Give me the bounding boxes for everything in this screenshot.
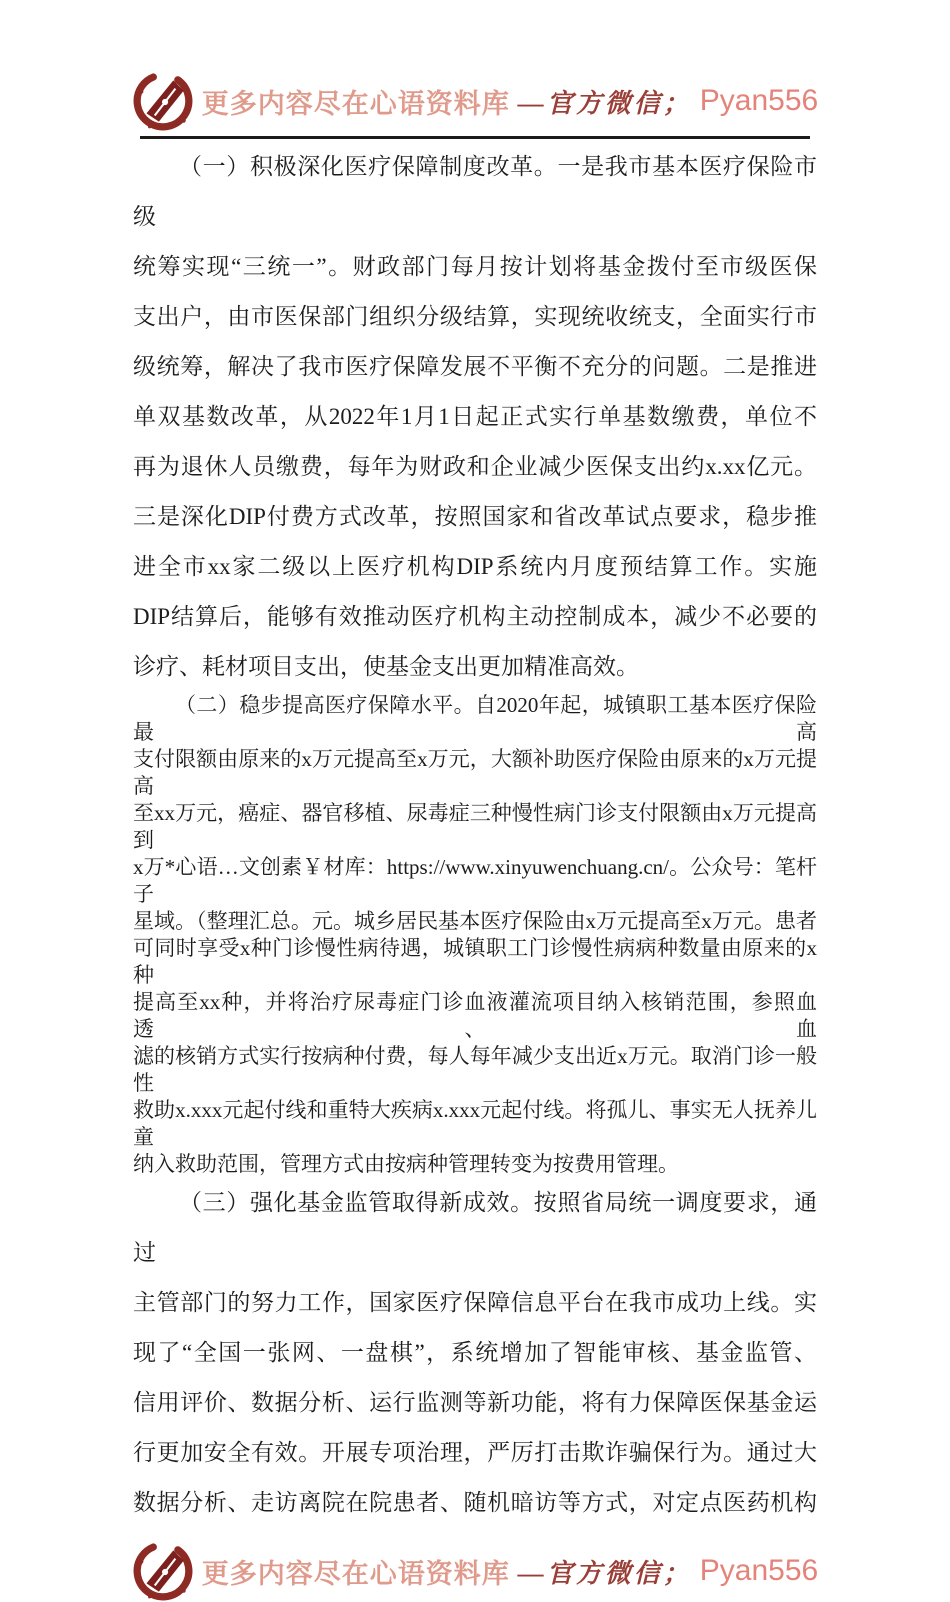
page-footer	[0, 1530, 950, 1602]
text-line: 行更加安全有效。开展专项治理，严厉打击欺诈骗保行为。通过大	[133, 1440, 817, 1465]
header-wechat-label: —官方微信；	[517, 88, 692, 118]
paragraph	[133, 142, 817, 692]
text-line: 滤的核销方式实行按病种付费，每人每年减少支出近x万元。取消门诊一般性	[133, 1044, 817, 1095]
text-line: 支出户，由市医保部门组织分级结算，实现统收统支，全面实行市	[133, 304, 817, 329]
page-header	[0, 0, 950, 139]
text-line: 星域。（整理汇总。元。城乡居民基本医疗保险由x万元提高至x万元。患者	[133, 909, 817, 933]
text-line: 三是深化DIP付费方式改革，按照国家和省改革试点要求，稳步推	[133, 504, 817, 529]
footer-wechat-label: —官方微信；	[517, 1558, 692, 1588]
text-line: 统筹实现“三统一”。财政部门每月按计划将基金拨付至市级医保	[133, 254, 817, 279]
header-brand-text: 更多内容尽在心语资料库	[201, 88, 510, 119]
footer-wechat-id: Pyan556	[699, 1554, 819, 1587]
text-line: （一）积极深化医疗保障制度改革。一是我市基本医疗保险市级	[133, 154, 817, 229]
text-line: 可同时享受x种门诊慢性病待遇，城镇职工门诊慢性病病种数量由原来的x种	[133, 936, 817, 987]
text-line: x万*心语…文创素￥材库：https://www.xinyuwenchuang.cn/。公众号：笔杆子	[133, 855, 817, 906]
text-line: 单双基数改革，从2022年1月1日起正式实行单基数缴费，单位不	[133, 404, 817, 429]
footer-brand-text: 更多内容尽在心语资料库	[201, 1558, 510, 1589]
text-line: （二）稳步提高医疗保障水平。自2020年起，城镇职工基本医疗保险最高	[133, 693, 817, 744]
text-line: 至xx万元，癌症、器官移植、尿毒症三种慢性病门诊支付限额由x万元提高到	[133, 801, 817, 852]
text-line: 纳入救助范围，管理方式由按病种管理转变为按费用管理。	[133, 1152, 679, 1176]
pen-nib-circle-icon	[132, 70, 194, 132]
text-line: 再为退休人员缴费，每年为财政和企业减少医保支出约x.xx亿元。	[133, 454, 817, 479]
paragraph	[133, 692, 817, 1178]
header-brand	[0, 0, 950, 132]
paragraph	[133, 1178, 817, 1528]
text-line: 级统筹，解决了我市医疗保障发展不平衡不充分的问题。二是推进	[133, 354, 817, 379]
text-line: 进全市xx家二级以上医疗机构DIP系统内月度预结算工作。实施	[133, 554, 817, 579]
document-body	[133, 139, 817, 1528]
text-line: 现了“全国一张网、一盘棋”，系统增加了智能审核、基金监管、	[133, 1340, 817, 1365]
text-line: 信用评价、数据分析、运行监测等新功能，将有力保障医保基金运	[133, 1390, 817, 1415]
text-line: 支付限额由原来的x万元提高至x万元，大额补助医疗保险由原来的x万元提高	[133, 747, 817, 798]
text-line: 救助x.xxx元起付线和重特大疾病x.xxx元起付线。将孤儿、事实无人抚养儿童	[133, 1098, 817, 1149]
text-line: DIP结算后，能够有效推动医疗机构主动控制成本，减少不必要的	[133, 604, 817, 629]
pen-nib-circle-icon	[132, 1540, 194, 1602]
text-line: （三）强化基金监管取得新成效。按照省局统一调度要求，通过	[133, 1190, 817, 1265]
text-line: 诊疗、耗材项目支出，使基金支出更加精准高效。	[133, 654, 639, 679]
text-line: 主管部门的努力工作，国家医疗保障信息平台在我市成功上线。实	[133, 1290, 817, 1315]
header-wechat-id: Pyan556	[699, 84, 819, 117]
footer-brand	[0, 1530, 950, 1602]
text-line: 数据分析、走访离院在院患者、随机暗访等方式，对定点医药机构	[133, 1490, 817, 1515]
text-line: 提高至xx种，并将治疗尿毒症门诊血液灌流项目纳入核销范围，参照血透、血	[133, 990, 817, 1041]
